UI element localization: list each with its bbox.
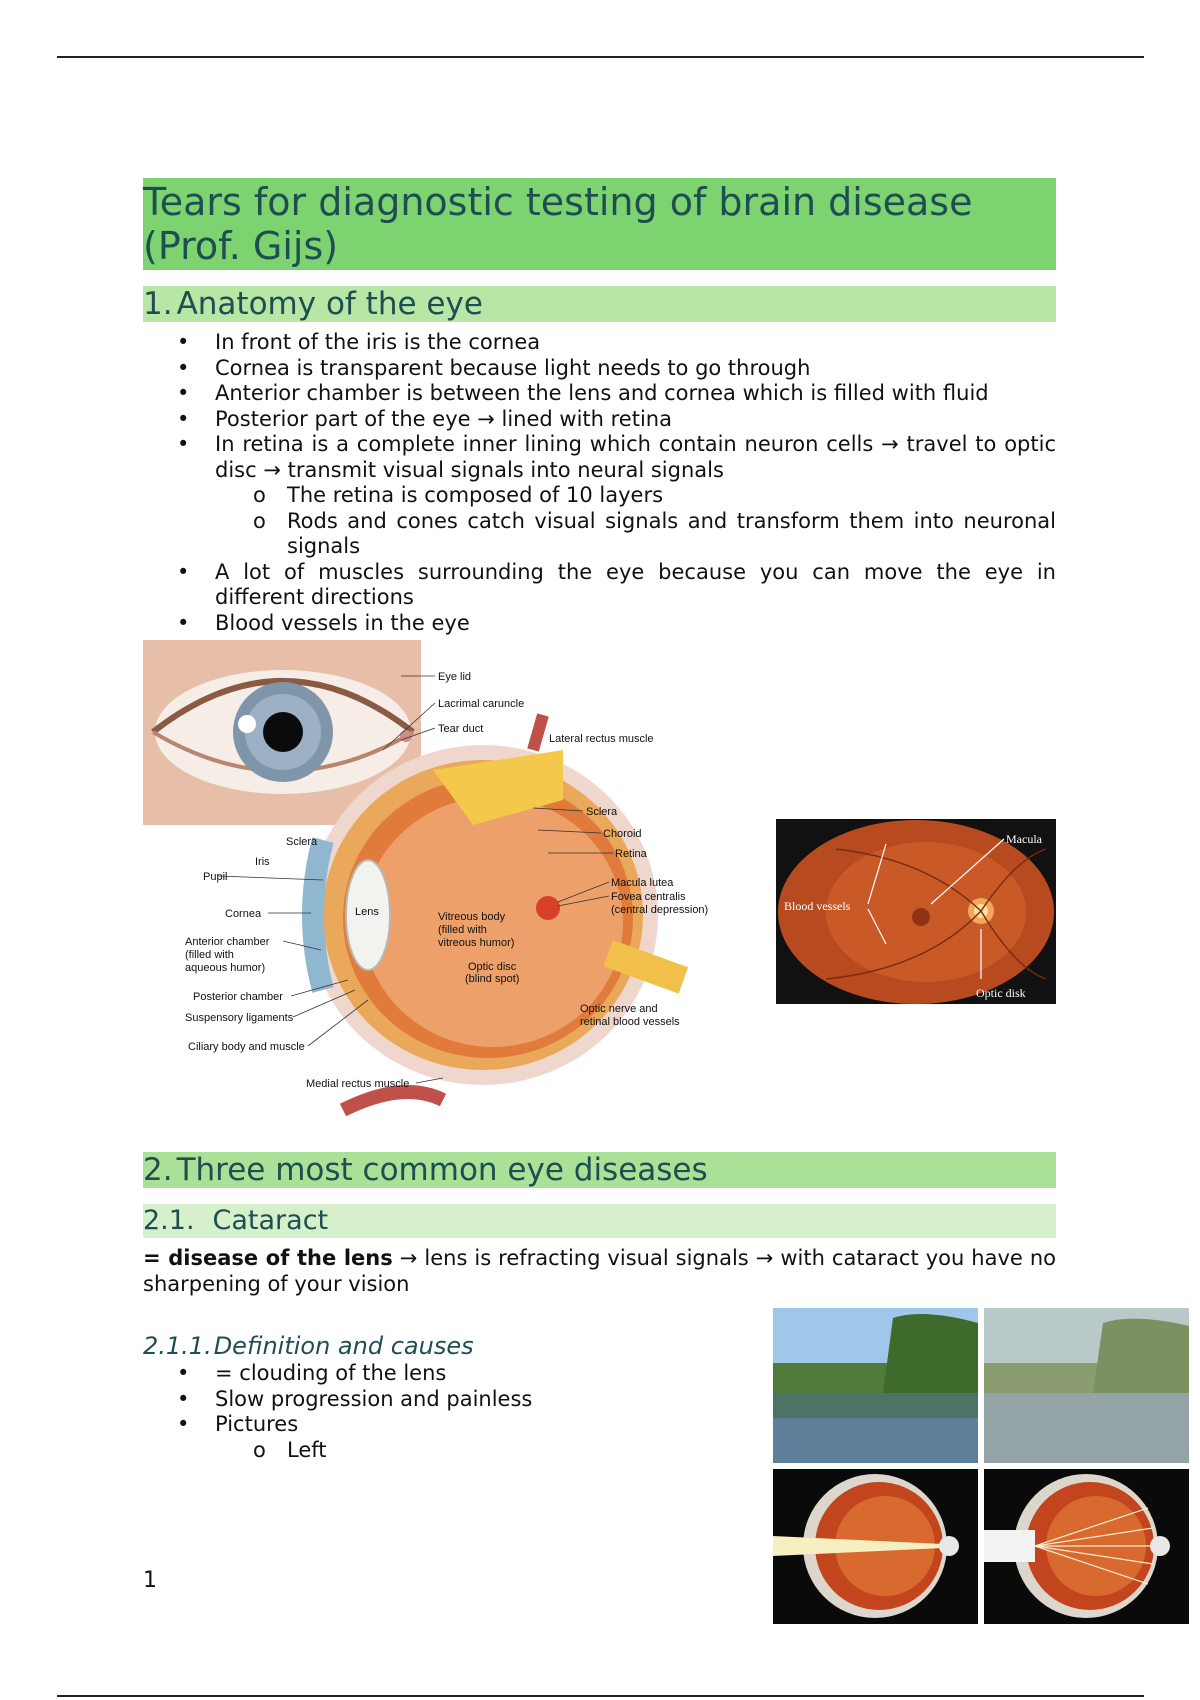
label-optic-disc-1: Optic disc <box>468 961 517 973</box>
section-1-list <box>143 330 1056 636</box>
label-macula-lutea: Macula lutea <box>611 877 674 889</box>
label-lacrimal: Lacrimal caruncle <box>438 698 525 710</box>
sub-list-item: o Rods and cones catch visual signals and transform them into neuronal signals <box>143 509 1056 560</box>
list-item: • Pictures <box>143 1412 763 1438</box>
label-macula: Macula <box>1006 832 1042 846</box>
label-lens: Lens <box>355 906 379 918</box>
label-vitreous-3: vitreous humor) <box>438 937 515 949</box>
label-medial-rectus: Medial rectus muscle <box>306 1078 410 1090</box>
section-2-1-number: 2.1. <box>143 1205 195 1236</box>
label-anterior-1: Anterior chamber <box>185 936 270 948</box>
list-item: • Cornea is transparent because light needs to go through <box>143 356 1056 382</box>
top-rule <box>57 56 1144 58</box>
list-item: • Slow progression and painless <box>143 1387 763 1413</box>
label-tear-duct: Tear duct <box>438 723 484 735</box>
section-2-1-heading <box>143 1204 1056 1238</box>
section-2-number: 2. <box>143 1152 173 1188</box>
label-suspensory: Suspensory ligaments <box>185 1012 294 1024</box>
section-2-1-1-number: 2.1.1. <box>143 1332 212 1360</box>
section-2-1-title: Cataract <box>212 1205 329 1236</box>
definition-list <box>143 1361 763 1463</box>
section-2-1-1-heading <box>143 1331 763 1361</box>
label-vitreous-2: (filled with <box>438 924 487 936</box>
eye-anatomy-figure <box>143 640 1056 1130</box>
bottom-rule <box>57 1695 1144 1697</box>
label-fovea-1: Fovea centralis <box>611 891 686 903</box>
list-item: • A lot of muscles surrounding the eye because you can move the eye in different directions <box>143 560 1056 611</box>
label-vitreous-1: Vitreous body <box>438 911 506 923</box>
label-anterior-2: (filled with <box>185 949 234 961</box>
list-item: • In retina is a complete inner lining which contain neuron cells → travel to optic disc → transmit visual signals into neural signals <box>143 432 1056 483</box>
label-cornea: Cornea <box>225 908 262 920</box>
cataract-comparison-images <box>773 1308 1189 1624</box>
label-optic-disk: Optic disk <box>976 986 1026 1000</box>
document-title: Tears for diagnostic testing of brain disease (Prof. Gijs) <box>143 178 1056 270</box>
section-1-title: Anatomy of the eye <box>176 286 483 322</box>
list-item: • = clouding of the lens <box>143 1361 763 1387</box>
label-sclera-left: Sclera <box>286 836 318 848</box>
label-posterior-chamber: Posterior chamber <box>193 991 283 1003</box>
section-1-heading <box>143 286 1056 322</box>
label-optic-nerve-1: Optic nerve and <box>580 1003 658 1015</box>
section-2-title: Three most common eye diseases <box>176 1152 708 1188</box>
label-fovea-2: (central depression) <box>611 904 709 916</box>
label-optic-disc-2: (blind spot) <box>465 973 520 985</box>
label-choroid: Choroid <box>603 828 642 840</box>
section-2-heading <box>143 1152 1056 1188</box>
list-item: • Blood vessels in the eye <box>143 611 1056 637</box>
definition-block <box>143 1331 763 1463</box>
cataract-intro <box>143 1246 1056 1297</box>
label-eye-lid: Eye lid <box>438 671 472 683</box>
document-page <box>143 178 1056 1593</box>
list-item: • Posterior part of the eye → lined with retina <box>143 407 1056 433</box>
section-1-number: 1. <box>143 286 173 322</box>
sub-list-item: o Left <box>143 1438 763 1464</box>
label-iris: Iris <box>255 856 270 868</box>
section-2-1-1-title: Definition and causes <box>213 1332 474 1360</box>
eye-anatomy-diagram <box>143 640 733 1130</box>
sub-list-item: o The retina is composed of 10 layers <box>143 483 1056 509</box>
cataract-intro-bold: = disease of the lens <box>143 1246 393 1270</box>
label-optic-nerve-2: retinal blood vessels <box>580 1016 680 1028</box>
label-ciliary: Ciliary body and muscle <box>188 1041 305 1053</box>
list-item: • In front of the iris is the cornea <box>143 330 1056 356</box>
label-blood-vessels: Blood vessels <box>784 899 851 913</box>
list-item: • Anterior chamber is between the lens and cornea which is filled with fluid <box>143 381 1056 407</box>
label-retina: Retina <box>615 848 647 860</box>
label-sclera-right: Sclera <box>586 806 618 818</box>
page-number: 1 <box>143 1568 157 1593</box>
fundus-photo <box>776 819 1056 1004</box>
cataract-intro-text: → lens is refracting visual signals → with cataract you have no sharpening of your vision <box>143 1246 1056 1296</box>
label-anterior-3: aqueous humor) <box>185 962 266 974</box>
label-lateral-rectus: Lateral rectus muscle <box>549 733 654 745</box>
label-pupil: Pupil <box>203 871 228 883</box>
